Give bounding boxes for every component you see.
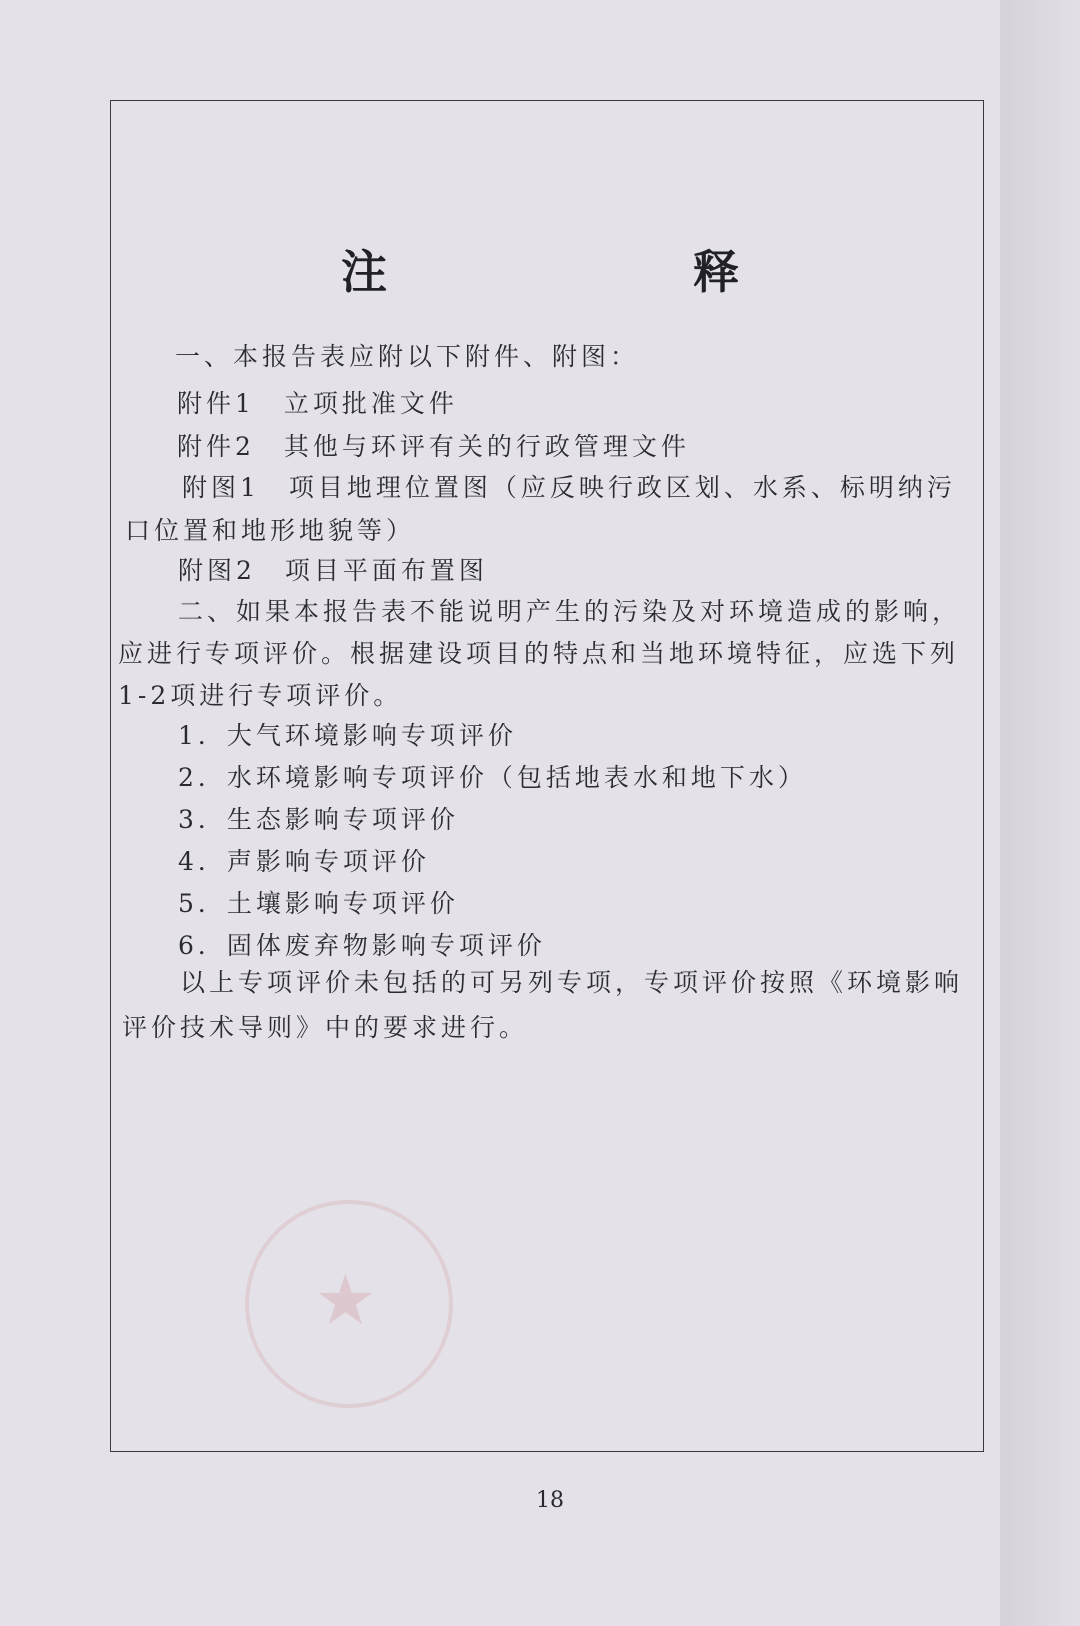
figure-1-continued: 口位置和地形地貌等） [125,516,416,545]
special-item-3: 3．生态影响专项评价 [178,805,459,834]
attachment-2: 附件2 其他与环评有关的行政管理文件 [177,432,690,461]
closing-line-2: 评价技术导则》中的要求进行。 [122,1013,529,1042]
faded-seal-stamp [245,1200,453,1408]
special-item-1: 1．大气环境影响专项评价 [178,721,517,750]
special-item-5: 5．土壤影响专项评价 [178,889,459,918]
attachment-1: 附件1 立项批准文件 [177,389,458,418]
special-item-2: 2．水环境影响专项评价（包括地表水和地下水） [178,763,807,792]
seal-star-icon: ★ [314,1259,377,1341]
page-number: 18 [536,1488,564,1513]
section2-line-3: 1-2项进行专项评价。 [118,681,403,710]
section1-heading: 一、本报告表应附以下附件、附图： [175,342,640,371]
closing-line-1: 以上专项评价未包括的可另列专项，专项评价按照《环境影响 [180,968,964,997]
special-item-6: 6．固体废弃物影响专项评价 [178,931,546,960]
figure-2: 附图2 项目平面布置图 [178,556,488,585]
page-title: 注 释 [341,245,869,299]
special-item-4: 4．声影响专项评价 [178,847,430,876]
section2-line-2: 应进行专项评价。根据建设项目的特点和当地环境特征，应选下列 [118,639,960,668]
figure-1: 附图1 项目地理位置图（应反映行政区划、水系、标明纳污 [182,473,956,502]
section2-line-1: 二、如果本报告表不能说明产生的污染及对环境造成的影响， [178,597,962,626]
